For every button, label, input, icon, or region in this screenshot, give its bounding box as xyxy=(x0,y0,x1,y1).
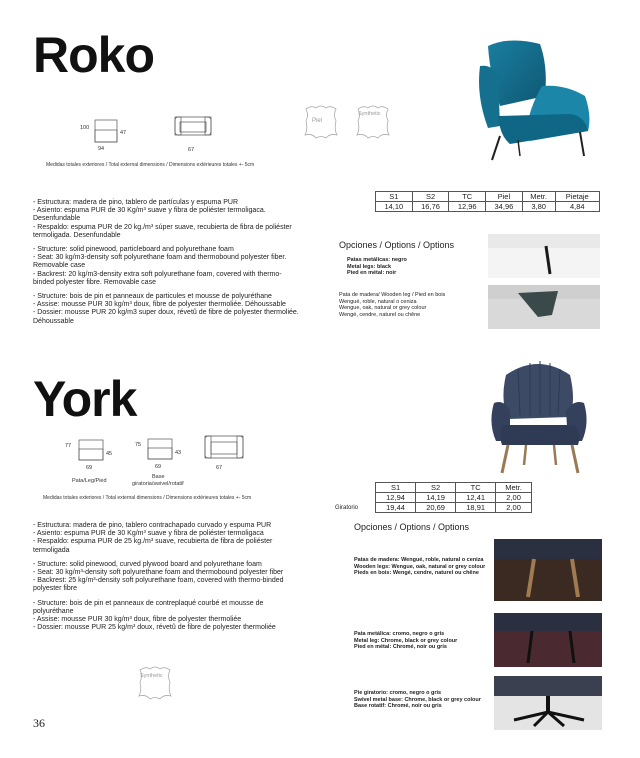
piel-leather-badge xyxy=(300,103,342,141)
york-dim-height: 77 xyxy=(65,443,72,449)
desc-line: - Dossier: mousse PUR 20 kg/m3 super doux, révetû de fibre de polyester thermoliée. Déhoussable xyxy=(33,309,299,325)
armchair-front-icon xyxy=(145,436,175,462)
option-line: Patas metálicas: negro xyxy=(347,257,407,263)
york-option-wooden-legs xyxy=(354,557,499,577)
option-line: Patas de madera: Wengué, roble, natural o ceniza xyxy=(354,557,484,563)
piel-label: Piel xyxy=(312,118,323,124)
option-line: Pied en métal: Chromé, noir ou gris xyxy=(354,644,447,651)
roko-option-wooden-legs xyxy=(339,292,489,318)
option-line: Wengue, oak, natural or grey colour xyxy=(339,305,427,312)
table-row xyxy=(376,503,532,513)
armchair-top-icon xyxy=(172,113,218,139)
york-dim-sketch-swivel xyxy=(135,436,195,486)
roko-front-dimension-sketch xyxy=(80,118,170,158)
desc-line: - Structure: solid pinewood, curved plywood board and polyurethane foam xyxy=(33,560,262,568)
desc-line: - Seat: 30 kg/m³-density soft polyurethane foam and thermobound polyester fiber xyxy=(33,569,284,577)
roko-description xyxy=(33,199,301,326)
option-line: Pie giratorio: cromo, negro o gris xyxy=(354,690,442,696)
roko-front-icon xyxy=(93,118,121,144)
roko-dim-width: 94 xyxy=(98,146,105,152)
york-label-base: Base xyxy=(152,474,165,480)
price-value: 12,41 xyxy=(456,493,496,503)
table-row xyxy=(376,202,600,212)
armchair-top-icon xyxy=(202,432,248,462)
option-line: Pata de madera/ Wooden leg / Pied en bois xyxy=(339,292,446,298)
desc-line: - Asiento: espuma PUR de 30 Kg/m³ suave y fibra de poliéster termoligaca xyxy=(33,530,264,538)
table-row xyxy=(376,483,532,493)
price-value: 34,96 xyxy=(486,202,523,212)
york-options-title: Opciones / Options / Options xyxy=(354,522,470,532)
york-price-table xyxy=(375,482,532,513)
leather-hide-icon xyxy=(352,103,394,141)
price-value: 2,00 xyxy=(496,503,532,513)
price-value: 16,76 xyxy=(412,202,449,212)
option-line: Wooden legs: Wengue, oak, natural or grey colour xyxy=(354,563,486,570)
york-armchair-photo xyxy=(478,355,600,480)
table-row xyxy=(376,493,532,503)
price-value: 14,19 xyxy=(416,493,456,503)
price-header: S2 xyxy=(416,483,456,493)
price-value: 20,69 xyxy=(416,503,456,513)
armchair-front-icon xyxy=(76,437,106,463)
option-line: Pied en métal: noir xyxy=(347,270,397,277)
desc-line: - Backrest: 25 kg/m³-density soft polyurethane foam, covered with thermo-binded polyester fibre xyxy=(33,577,284,593)
price-value: 14,10 xyxy=(376,202,413,212)
york-dim-height: 75 xyxy=(135,442,142,448)
york-title: York xyxy=(33,371,137,427)
york-dim-width: 69 xyxy=(155,464,162,470)
desc-line: - Structure: solid pinewood, particleboard and polyurethane foam xyxy=(33,246,234,254)
desc-line: - Backrest: 20 kg/m3-density extra soft polyurethane foam, covered with thermo-binded polyester fibre. Removable case xyxy=(33,270,282,286)
roko-metal-leg-photo xyxy=(488,234,600,278)
desc-line: - Respaldo: espuma PUR de 25 kg./m³ suave, recubierta de fibra de poliéster termoligada xyxy=(33,538,273,554)
york-dim-width: 69 xyxy=(86,465,93,471)
york-metal-leg-photo xyxy=(494,613,602,667)
price-header: Metr. xyxy=(522,192,555,202)
roko-measure-note: Medidas totales exteriores / Total external dimensions / Dimensions extérieures totales +- 5cm xyxy=(46,162,255,168)
york-option-metal-legs xyxy=(354,631,494,651)
york-dim-seat: 45 xyxy=(106,451,113,457)
roko-title: Roko xyxy=(33,27,154,83)
desc-line: - Structure: bois de pin et panneaux de particules et mousse de polyuréthane xyxy=(33,293,272,301)
price-header: Pietaje xyxy=(555,192,599,202)
table-row xyxy=(376,192,600,202)
roko-dim-height-seat: 47 xyxy=(120,130,127,136)
roko-dim-height-total: 100 xyxy=(80,125,90,131)
synthetic-label: Synthetic xyxy=(358,111,381,117)
desc-line: - Estructura: madera de pino, tablero contrachapado curvado y espuma PUR xyxy=(33,522,272,529)
york-wooden-leg-photo xyxy=(494,539,602,601)
option-line: Swivel metal base: Chrome, black or grey colour xyxy=(354,696,481,703)
roko-option-metal-legs xyxy=(347,257,407,277)
price-header: S1 xyxy=(376,483,416,493)
price-value: 18,91 xyxy=(456,503,496,513)
option-line: Metal leg: Chrome, black or grey colour xyxy=(354,637,458,644)
roko-wooden-leg-photo xyxy=(488,285,600,329)
option-line: Wengé, cendre, naturel ou chêne xyxy=(339,311,421,318)
option-line: Metal legs: black xyxy=(347,263,392,270)
desc-line: - Structure: bois de pin et panneaux de contreplaqué courbé et mousse de polyuréthane xyxy=(33,599,264,615)
york-measure-note: Medidas totales exteriores / Total external dimensions / Dimensions extérieures totales +- 5cm xyxy=(43,495,252,501)
price-header: S2 xyxy=(412,192,449,202)
york-description xyxy=(33,522,295,632)
option-line: Pieds en bois: Wengé, cendre, naturel ou chêne xyxy=(354,570,479,577)
page-number: 36 xyxy=(33,716,45,730)
price-header: TC xyxy=(449,192,486,202)
price-header: Piel xyxy=(486,192,523,202)
desc-line: - Estructura: madera de pino, tablero de partículas y espuma PUR xyxy=(33,199,239,206)
york-label-leg: Pata/Leg/Pied xyxy=(72,478,107,484)
leather-hide-icon xyxy=(134,664,176,702)
option-line: Wengué, roble, natural o ceniza xyxy=(339,298,417,305)
desc-line: - Assise: mousse PUR 30 kg/m³ doux, fibre de polyester thermoliée xyxy=(33,616,242,624)
roko-armchair-photo xyxy=(470,36,600,166)
option-line: Pata metálica: cromo, negro o gris xyxy=(354,631,445,637)
price-value: 3,80 xyxy=(522,202,555,212)
roko-dim-depth: 67 xyxy=(188,147,195,153)
synthetic-label: Synthetic xyxy=(140,673,163,679)
york-dim-depth: 67 xyxy=(216,465,223,471)
roko-top-dimension-sketch xyxy=(170,113,220,158)
roko-price-table xyxy=(375,191,600,212)
desc-line: - Seat: 30 kg/m3-density soft polyurethane foam and thermobound polyester fiber. Removable case xyxy=(33,254,287,270)
synthetic-leather-badge xyxy=(352,103,394,141)
roko-options-title: Opciones / Options / Options xyxy=(339,240,455,250)
desc-line: - Respaldo: espuma PUR de 20 kg./m³ súper suave, recubierta de fibra de poliéster termoligada. Desenfundable xyxy=(33,223,292,239)
york-option-swivel-base xyxy=(354,690,496,710)
price-value: 2,00 xyxy=(496,493,532,503)
york-dim-seat: 43 xyxy=(175,450,182,456)
option-line: Base rotatif: Chromé, noir ou gris xyxy=(354,703,442,710)
price-value: 12,96 xyxy=(449,202,486,212)
desc-line: - Dossier: mousse PUR 25 kg/m³ doux, révetû de fibre de polyester thermoliée xyxy=(33,624,276,632)
york-swivel-base-photo xyxy=(494,676,602,730)
price-value: 12,94 xyxy=(376,493,416,503)
desc-line: - Asiento: espuma PUR de 30 Kg/m³ suave y fibra de poliéster termoligaca. Desenfundable xyxy=(33,207,266,223)
price-header: TC xyxy=(456,483,496,493)
york-synthetic-leather-badge xyxy=(134,664,176,702)
price-value: 19,44 xyxy=(376,503,416,513)
price-value: 4,84 xyxy=(555,202,599,212)
price-header: Metr. xyxy=(496,483,532,493)
york-dim-sketch-top xyxy=(200,432,250,482)
york-swivel-row-label: Giratorio xyxy=(335,505,359,511)
price-header: S1 xyxy=(376,192,413,202)
desc-line: - Assise: mousse PUR 30 kg/m³ doux, fibre de polyester thermoliée. Déhoussable xyxy=(33,301,286,309)
york-label-swivel: giratoria/swivel/rotatif xyxy=(132,481,184,487)
